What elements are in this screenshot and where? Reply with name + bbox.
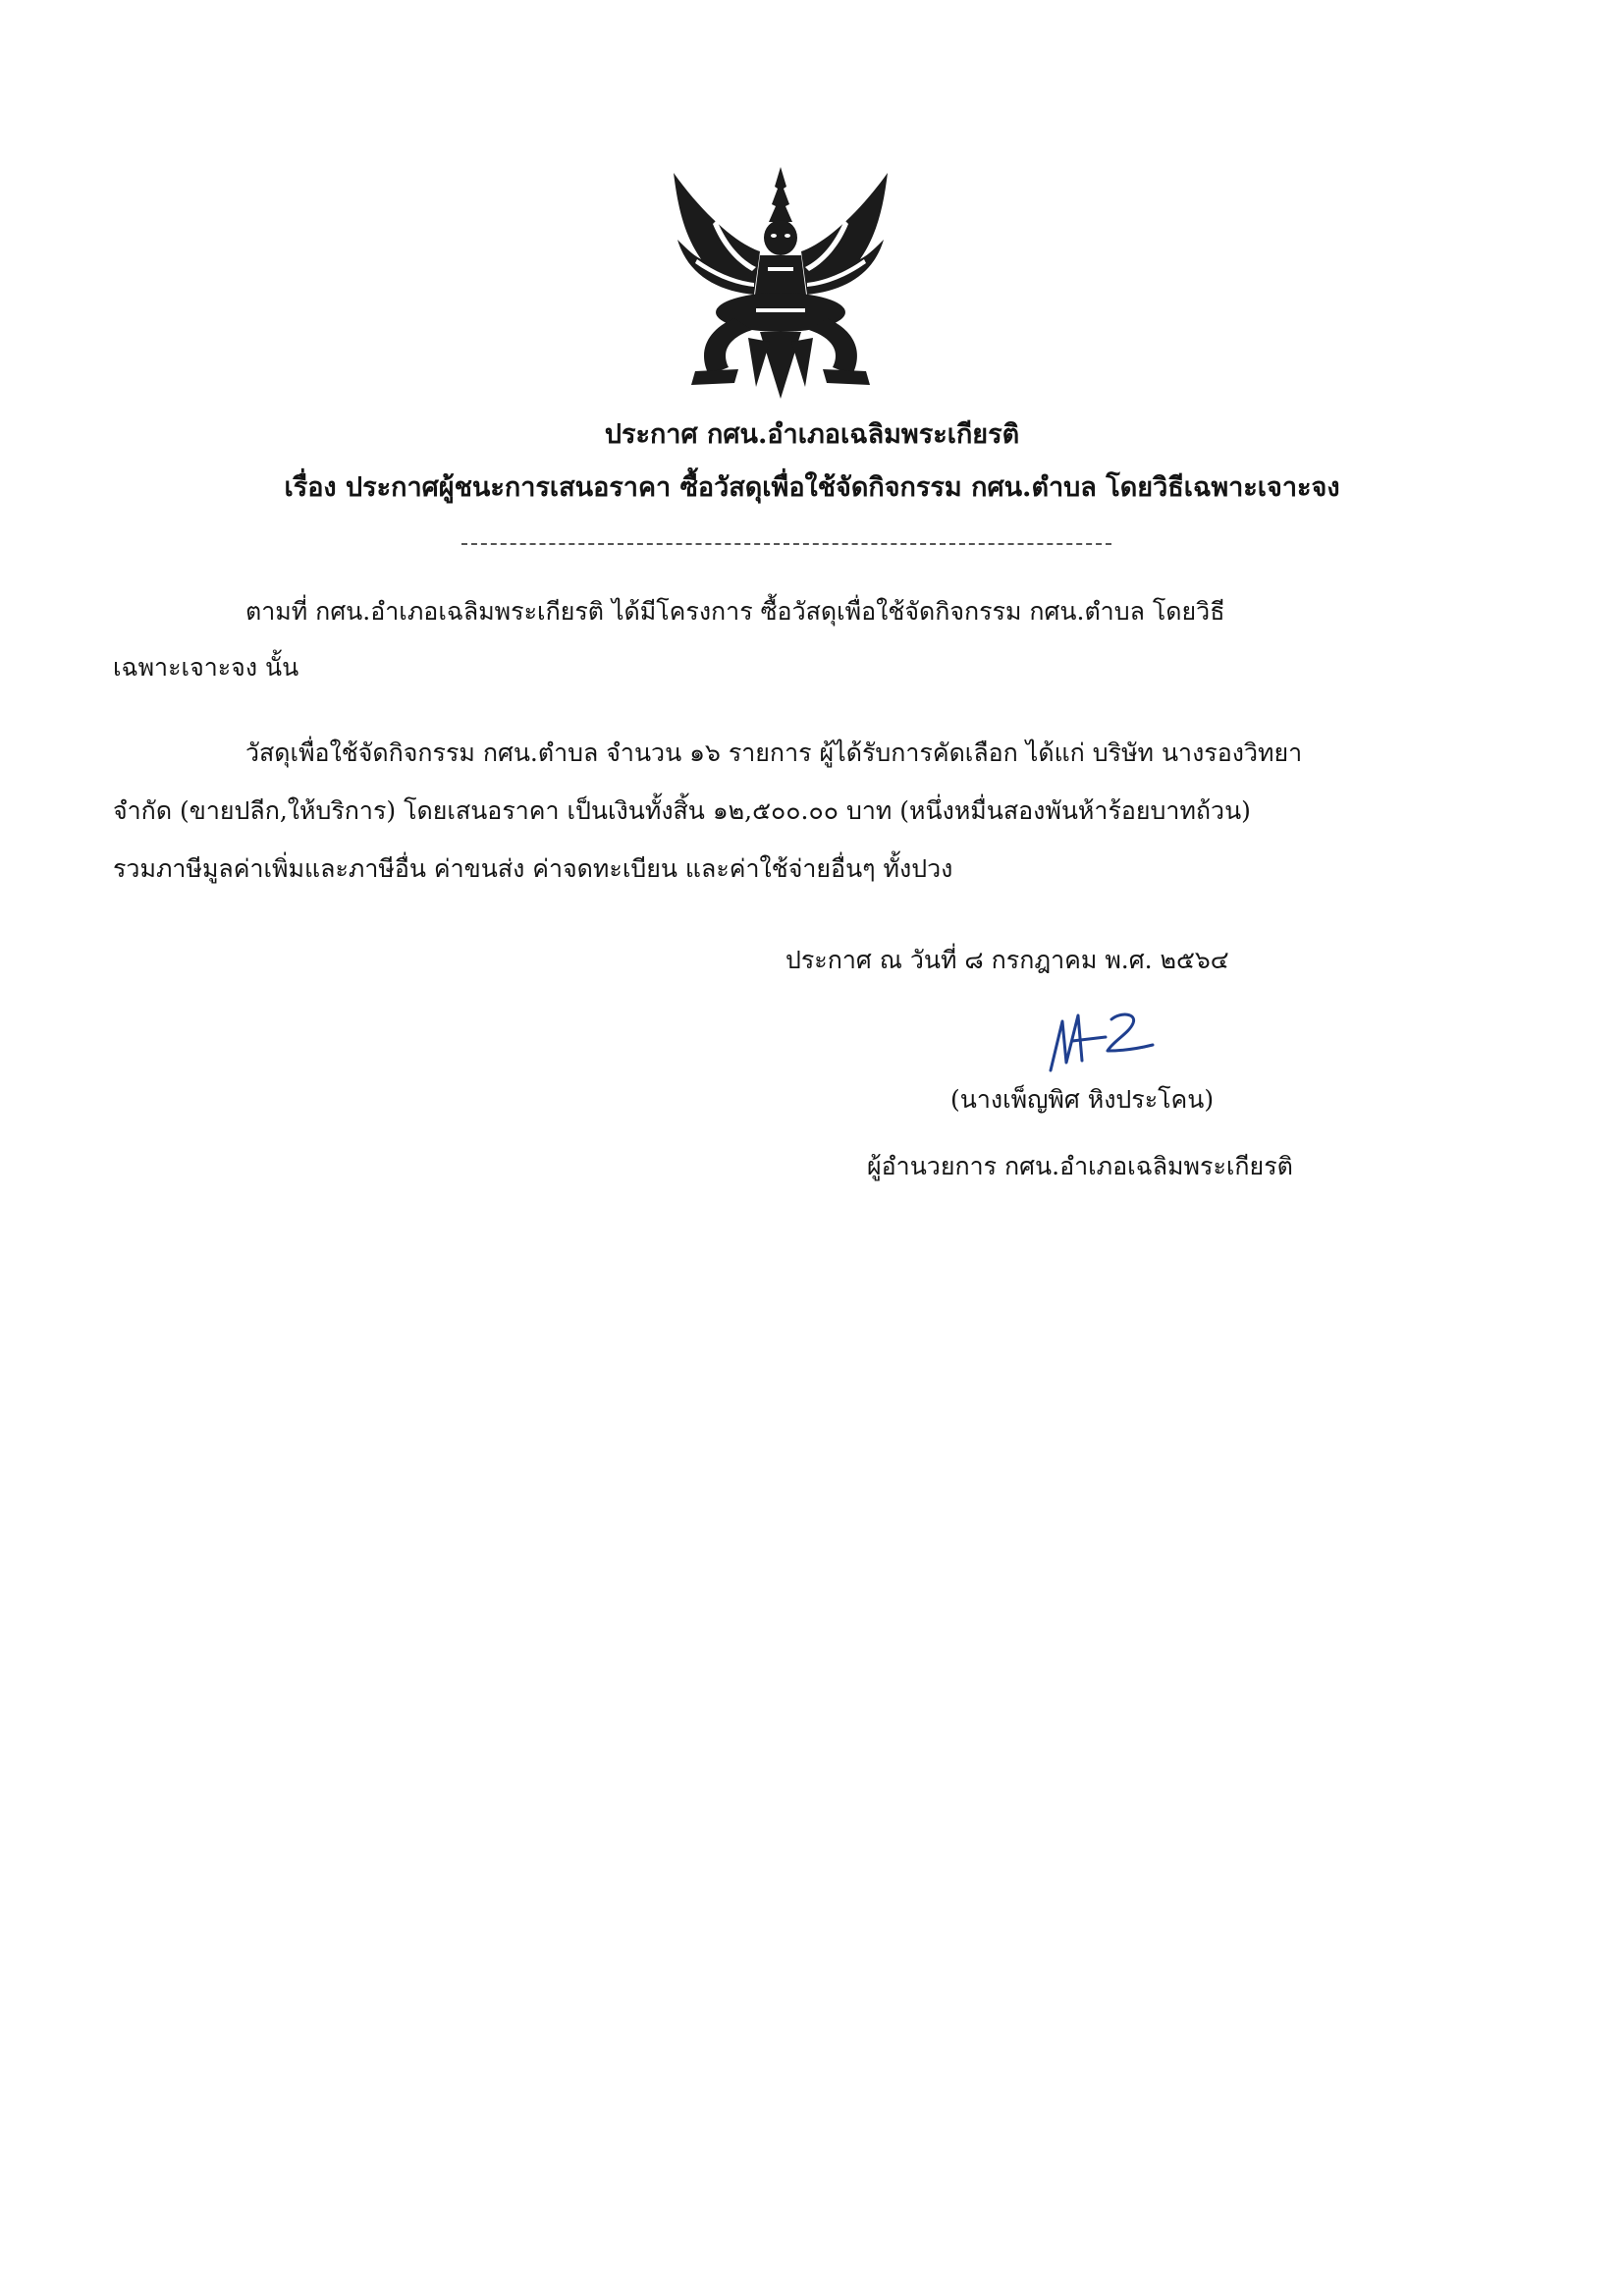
signer-name: (นางเพ็ญพิศ หิงประโคน) [950, 1085, 1215, 1114]
paragraph-2-line-2: จำกัด (ขายปลีก,ให้บริการ) โดยเสนอราคา เป็นเงินทั้งสิ้น ๑๒,๕๐๐.๐๐ บาท (หนึ่งหมื่นสองพันห้าร้อยบาทถ้วน) [113, 796, 1251, 825]
garuda-emblem-icon [658, 165, 903, 406]
paragraph-1-line-1: ตามที่ กศน.อำเภอเฉลิมพระเกียรติ ได้มีโครงการ ซื้อวัสดุเพื่อใช้จัดกิจกรรม กศน.ตำบล โดยวิธี [245, 597, 1225, 626]
handwritten-signature-icon [1043, 1002, 1190, 1080]
document-subject: เรื่อง ประกาศผู้ชนะการเสนอราคา ซื้อวัสดุเพื่อใช้จัดกิจกรรม กศน.ตำบล โดยวิธีเฉพาะเจาะจง [284, 472, 1340, 503]
paragraph-2-line-1: วัสดุเพื่อใช้จัดกิจกรรม กศน.ตำบล จำนวน ๑๖ รายการ ผู้ได้รับการคัดเลือก ได้แก่ บริษัท นางรองวิทยา [245, 738, 1303, 767]
paragraph-2-line-3: รวมภาษีมูลค่าเพิ่มและภาษีอื่น ค่าขนส่ง ค่าจดทะเบียน และค่าใช้จ่ายอื่นๆ ทั้งปวง [113, 854, 953, 883]
document-title: ประกาศ กศน.อำเภอเฉลิมพระเกียรติ [604, 419, 1020, 450]
announcement-date: ประกาศ ณ วันที่ ๘ กรกฎาคม พ.ศ. ๒๕๖๔ [785, 946, 1229, 974]
signer-title: ผู้อำนวยการ กศน.อำเภอเฉลิมพระเกียรติ [867, 1152, 1293, 1180]
paragraph-1-line-2: เฉพาะเจาะจง นั้น [113, 653, 299, 682]
divider-line [461, 543, 1111, 545]
